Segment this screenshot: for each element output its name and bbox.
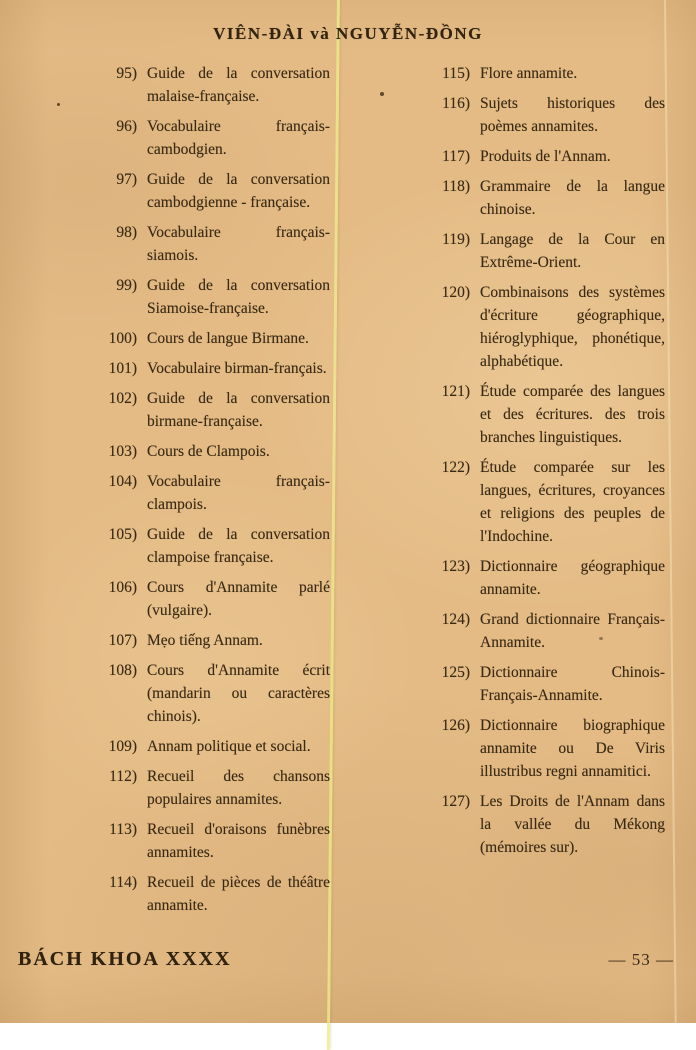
- bibliography-entry: [422, 175, 665, 221]
- entry-text: Annam politique et social.: [147, 738, 311, 755]
- entry-number: 116): [442, 95, 470, 112]
- bibliography-entry: [89, 62, 330, 108]
- bibliography-entry: [422, 608, 665, 654]
- entry-number: 126): [441, 717, 470, 734]
- entry-text: Les Droits de l'Annam dans la vallée du Mékong (mémoires sur).: [480, 793, 665, 856]
- entry-number: 100): [108, 330, 137, 347]
- entry-text: Recueil d'oraisons funèbres annamites.: [147, 821, 330, 861]
- entry-number: 109): [108, 738, 137, 755]
- entry-text: Vocabulaire français-siamois.: [147, 224, 330, 264]
- ink-speck: [599, 637, 603, 640]
- bibliography-entry: [422, 555, 665, 601]
- bibliography-entry: [422, 380, 665, 449]
- entry-number: 102): [108, 390, 137, 407]
- ink-speck: [57, 103, 60, 106]
- entry-text: Produits de l'Annam.: [480, 148, 611, 165]
- entry-text: Vocabulaire français-clampois.: [147, 473, 330, 513]
- entry-number: 112): [109, 768, 137, 785]
- bibliography-entry: [89, 871, 330, 917]
- bibliography-entry: [89, 221, 330, 267]
- entry-text: Grand dictionnaire Français-Annamite.: [480, 611, 665, 651]
- entry-number: 108): [108, 662, 137, 679]
- entry-number: 97): [116, 171, 137, 188]
- bibliography-entry: [89, 327, 330, 350]
- entry-number: 124): [441, 611, 470, 628]
- bibliography-entry: [89, 387, 330, 433]
- bibliography-entry: [422, 62, 665, 85]
- entry-number: 127): [441, 793, 470, 810]
- ink-speck: [380, 92, 384, 96]
- entry-text: Étude comparée des langues et des écritures. des trois branches linguistiques.: [480, 383, 665, 446]
- entry-number: 96): [116, 118, 137, 135]
- entry-text: Dictionnaire géographique annamite.: [480, 558, 665, 598]
- bibliography-entry: [89, 523, 330, 569]
- entry-number: 125): [441, 664, 470, 681]
- entry-number: 98): [116, 224, 137, 241]
- entry-number: 122): [441, 459, 470, 476]
- page-number: — 53 —: [608, 950, 674, 969]
- entry-number: 118): [442, 178, 470, 195]
- entry-number: 121): [441, 383, 470, 400]
- entry-text: Vocabulaire birman-français.: [147, 360, 327, 377]
- entry-text: Sujets historiques des poèmes annamites.: [480, 95, 665, 135]
- bibliography-entry: [422, 714, 665, 783]
- page-header-authors: VIÊN-ĐÀI và NGUYỄN-ĐỒNG: [213, 24, 483, 43]
- entry-number: 104): [108, 473, 137, 490]
- entry-number: 113): [109, 821, 137, 838]
- entry-text: Flore annamite.: [480, 65, 578, 82]
- bibliography-entry: [89, 765, 330, 811]
- entry-text: Guide de la conversation malaise-française.: [147, 65, 330, 105]
- bibliography-entry: [89, 274, 330, 320]
- entry-number: 99): [116, 277, 137, 294]
- entry-text: Recueil des chansons populaires annamites.: [147, 768, 330, 808]
- entry-text: Guide de la conversation Siamoise-française.: [147, 277, 330, 317]
- entry-text: Cours d'Annamite parlé (vulgaire).: [147, 579, 330, 619]
- entry-text: Recueil de pièces de théâtre annamite.: [147, 874, 330, 914]
- bibliography-entry: [89, 576, 330, 622]
- journal-title: BÁCH KHOA XXXX: [18, 948, 232, 970]
- entry-number: 115): [442, 65, 470, 82]
- entry-number: 107): [108, 632, 137, 649]
- bibliography-entry: [89, 659, 330, 728]
- entry-text: Cours de Clampois.: [147, 443, 270, 460]
- entry-text: Vocabulaire français-cambodgien.: [147, 118, 330, 158]
- entry-text: Guide de la conversation clampoise française.: [147, 526, 330, 566]
- bibliography-entry: [422, 228, 665, 274]
- entry-number: 103): [108, 443, 137, 460]
- bibliography-column-left: [89, 62, 330, 924]
- entry-number: 95): [116, 65, 137, 82]
- entry-text: Cours de langue Birmane.: [147, 330, 309, 347]
- entry-text: Étude comparée sur les langues, écritures, croyances et religions des peuples de l'Indochine.: [480, 459, 665, 545]
- bibliography-entry: [422, 145, 665, 168]
- bibliography-entry: [89, 440, 330, 463]
- entry-text: Dictionnaire Chinois-Français-Annamite.: [480, 664, 665, 704]
- entry-text: Combinaisons des systèmes d'écriture géographique, hiéroglyphique, phonétique, alphabétique.: [480, 284, 665, 370]
- entry-text: Guide de la conversation birmane-française.: [147, 390, 330, 430]
- bibliography-entry: [422, 661, 665, 707]
- bibliography-entry: [89, 818, 330, 864]
- entry-number: 105): [108, 526, 137, 543]
- bibliography-entry: [422, 92, 665, 138]
- bibliography-entry: [422, 281, 665, 373]
- bibliography-list: [0, 62, 696, 924]
- bibliography-entry: [89, 735, 330, 758]
- bibliography-entry: [422, 790, 665, 859]
- bibliography-entry: [89, 115, 330, 161]
- entry-number: 106): [108, 579, 137, 596]
- entry-text: Mẹo tiếng Annam.: [147, 632, 263, 649]
- entry-text: Langage de la Cour en Extrême-Orient.: [480, 231, 665, 271]
- entry-number: 114): [109, 874, 137, 891]
- bibliography-column-right: [422, 62, 665, 924]
- entry-number: 120): [441, 284, 470, 301]
- entry-number: 101): [108, 360, 137, 377]
- bibliography-entry: [89, 357, 330, 380]
- bibliography-entry: [89, 470, 330, 516]
- entry-text: Guide de la conversation cambodgienne - française.: [147, 171, 330, 211]
- bibliography-entry: [89, 629, 330, 652]
- bibliography-entry: [89, 168, 330, 214]
- entry-text: Cours d'Annamite écrit (mandarin ou caractères chinois).: [147, 662, 330, 725]
- entry-number: 119): [442, 231, 470, 248]
- entry-text: Dictionnaire biographique annamite ou De Viris illustribus regni annamitici.: [480, 717, 665, 780]
- entry-number: 123): [441, 558, 470, 575]
- bibliography-entry: [422, 456, 665, 548]
- entry-text: Grammaire de la langue chinoise.: [480, 178, 665, 218]
- entry-number: 117): [442, 148, 470, 165]
